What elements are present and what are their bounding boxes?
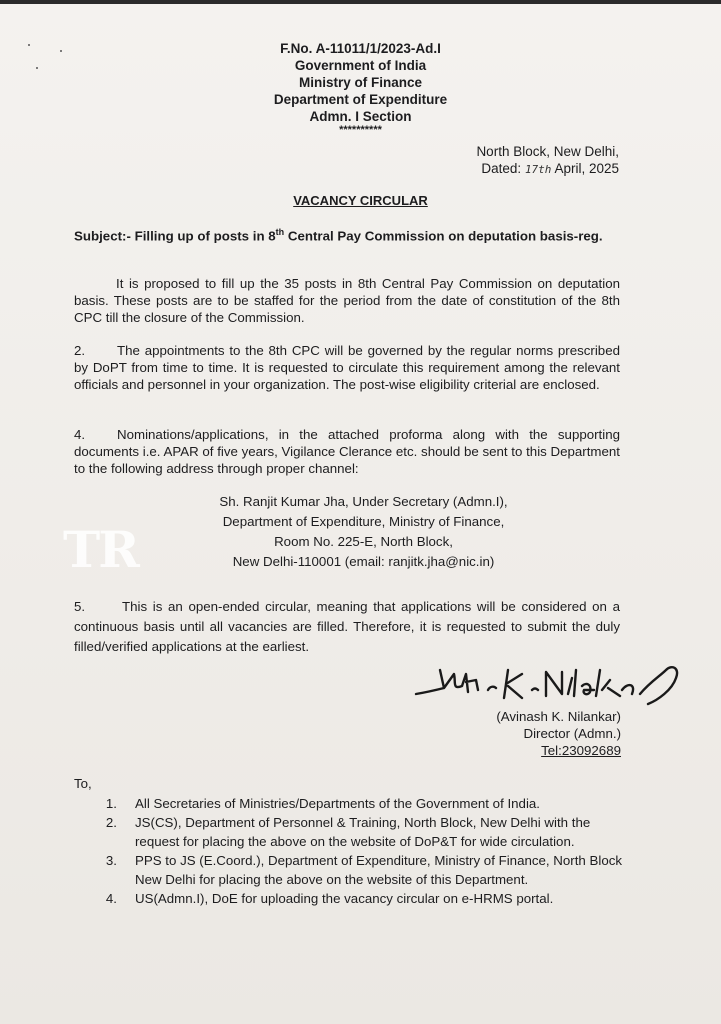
handwritten-day: 17th [524, 163, 552, 176]
signatory-tel: Tel:23092689 [541, 743, 621, 758]
list-item-number: 2. [105, 815, 117, 830]
address-line-2: Department of Expenditure, Ministry of Finance, [222, 514, 505, 529]
signature-scribble [410, 660, 685, 712]
paragraph-5-text: This is an open-ended circular, meaning that applications will be considered on a continuous basis until all vacancies are filled. Therefore, it is requested to submit the duly filled/verified applications at the earliest. [74, 599, 620, 654]
address-line-3: Room No. 225-E, North Block, [274, 534, 453, 549]
list-item-number: 4. [105, 891, 117, 906]
scan-top-edge [0, 0, 721, 4]
ministry-line: Ministry of Finance [298, 75, 423, 90]
to-label: To, [74, 776, 92, 791]
department-line: Department of Expenditure [273, 92, 448, 107]
paragraph-2-number: 2. [74, 343, 86, 358]
signature-drawing [410, 660, 685, 712]
separator-stars: ********** [339, 124, 382, 136]
section-line: Admn. I Section [309, 109, 412, 124]
place-date [476, 143, 619, 178]
list-item [74, 794, 622, 813]
subject-sup: th [275, 227, 285, 237]
list-item-text: JS(CS), Department of Personnel & Training, North Block, New Delhi with the request for placing the above on the website of DoP&T for wide circulation. [135, 815, 591, 849]
date-line [476, 160, 619, 178]
dated-label: Dated: [481, 161, 522, 176]
list-item-text: US(Admn.I), DoE for uploading the vacancy circular on e-HRMS portal. [135, 891, 554, 906]
subject-suffix: Central Pay Commission on deputation basis-reg. [284, 228, 603, 244]
file-number: F.No. A-11011/1/2023-Ad.I [280, 41, 441, 56]
subject-prefix: Subject:- Filling up of posts in 8 [74, 228, 276, 244]
paragraph-4-number: 4. [74, 427, 86, 442]
list-item-number: 3. [105, 853, 117, 868]
signatory-name: (Avinash K. Nilankar) [496, 709, 621, 724]
list-item [74, 889, 622, 908]
paragraph-2 [74, 342, 620, 393]
list-item-text: All Secretaries of Ministries/Departments of the Government of India. [135, 796, 540, 811]
address-line-4: New Delhi-110001 (email: ranjitk.jha@nic.in) [232, 554, 495, 569]
paragraph-4-text: Nominations/applications, in the attached proforma along with the supporting documents i.e. APAR of five years, Vigilance Clerance etc. should be sent to this Department to the following address through proper channel: [74, 427, 620, 476]
subject [74, 224, 620, 244]
paragraph-4 [74, 426, 620, 477]
letterhead [0, 40, 721, 135]
circular-title: VACANCY CIRCULAR [293, 193, 428, 208]
distribution-list [74, 774, 622, 908]
paragraph-5-number: 5. [74, 599, 86, 614]
signatory [496, 708, 621, 759]
place: North Block, New Delhi, [476, 144, 619, 159]
paragraph-2-text: The appointments to the 8th CPC will be governed by the regular norms prescribed by DoPT from time to time. It is requested to circulate this requirement among the relevant officials and personnel in your organization. The post-wise eligibility criterial are enclosed. [74, 343, 620, 392]
month-year: April, 2025 [554, 161, 619, 176]
paragraph-1: It is proposed to fill up the 35 posts in 8th Central Pay Commission on deputation basis. These posts are to be staffed for the period from the date of constitution of the 8th CPC till the closure of the Commission. [74, 276, 620, 325]
list-item-text: PPS to JS (E.Coord.), Department of Expenditure, Ministry of Finance, North Block New Delhi for placing the above on the website of this Department. [135, 853, 623, 887]
paragraph-5 [74, 597, 620, 657]
list-item [74, 813, 622, 851]
list-item-number: 1. [105, 796, 117, 811]
signatory-designation: Director (Admn.) [523, 726, 621, 741]
watermark-logo: TR [63, 520, 138, 579]
signature-text [685, 660, 686, 661]
list-item [74, 851, 622, 889]
government-line: Government of India [294, 58, 427, 73]
address-line-1: Sh. Ranjit Kumar Jha, Under Secretary (Admn.I), [219, 494, 508, 509]
